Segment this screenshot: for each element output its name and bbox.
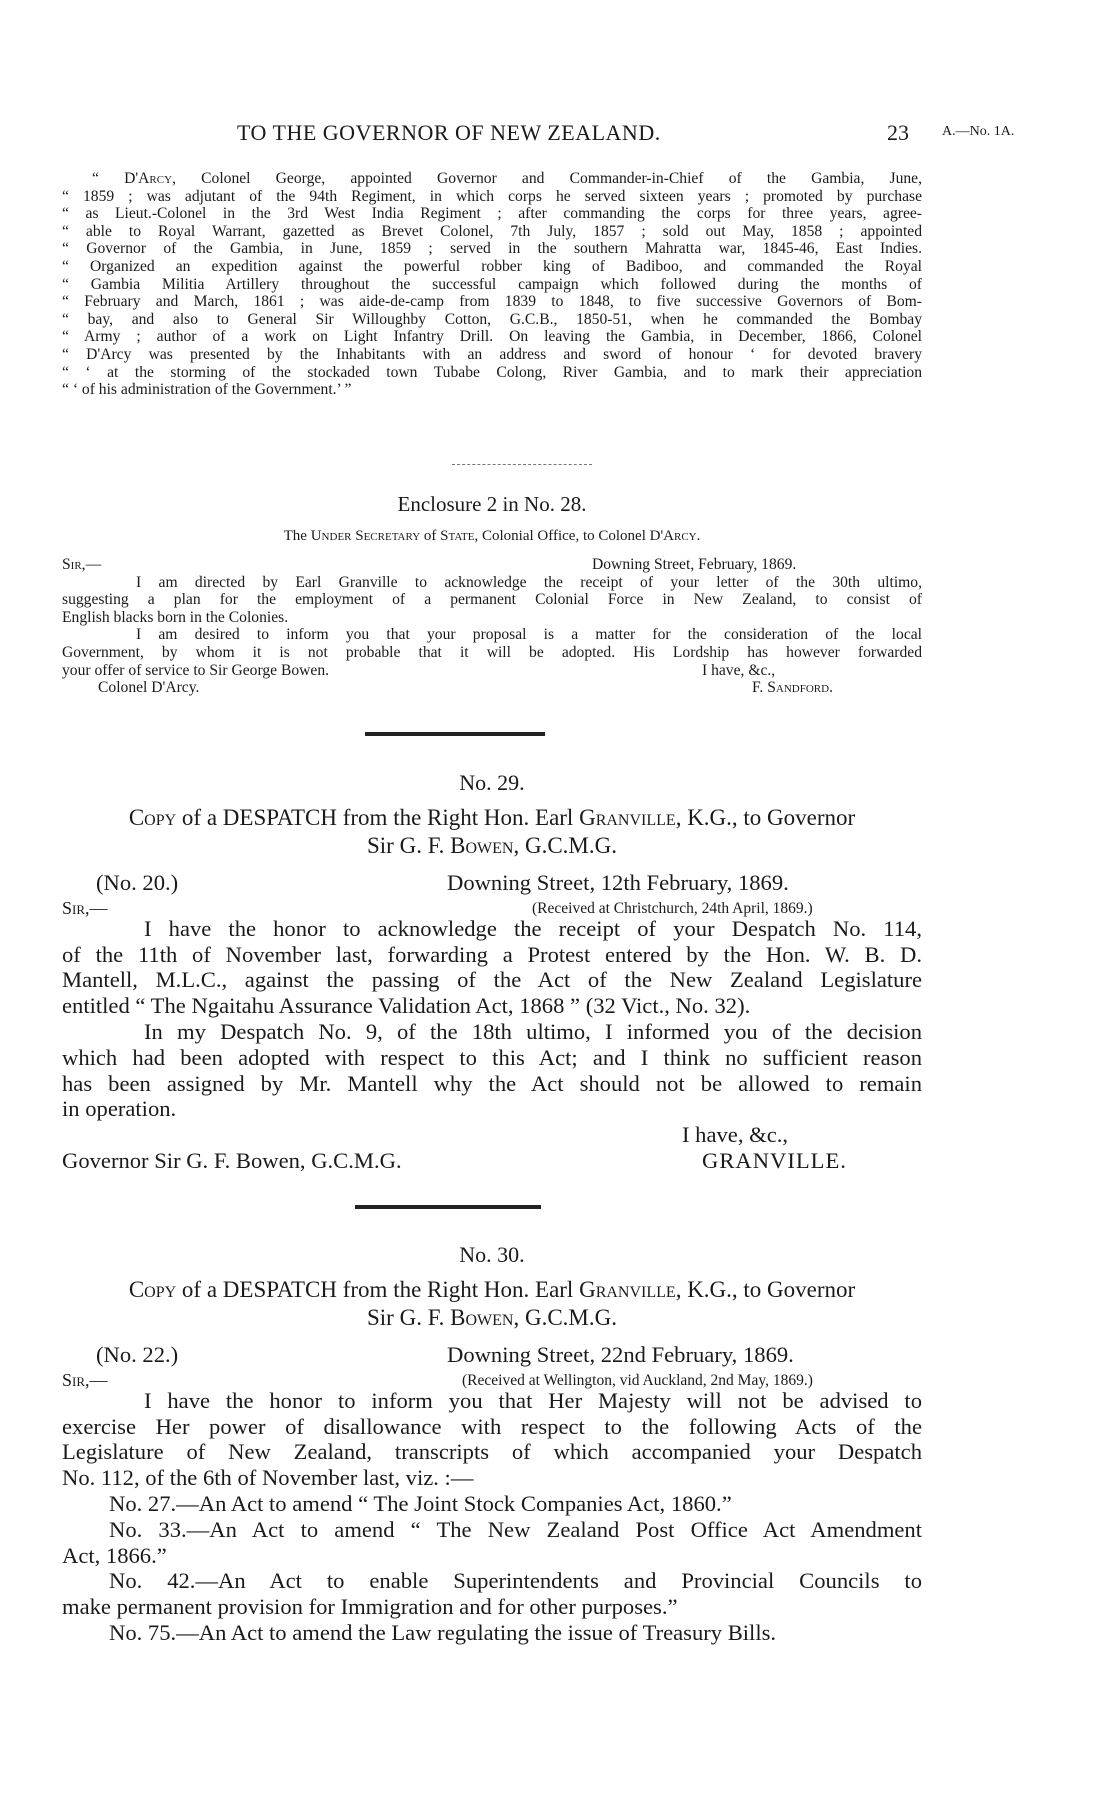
quote-line: “ D'Arcy, Colonel George, appointed Governor and Commander-in-Chief of the Gambia, June, [92,170,923,187]
document-reference: A.—No. 1A. [942,124,1015,139]
biography-quote [62,170,922,399]
act-item: No. 33.—An Act to amend “ The New Zealand Post Office Act Amendment [109,1516,922,1542]
quote-line: “ Organized an expedition against the powerful robber king of Badiboo, and commanded the Royal [62,257,922,275]
act-item: No. 75.—An Act to amend the Law regulating the issue of Treasury Bills. [109,1619,777,1645]
page-title: TO THE GOVERNOR OF NEW ZEALAND. [237,120,661,145]
enclosure-title: Enclosure 2 in No. 28. [397,492,587,516]
addressee: Governor Sir G. F. Bowen, G.C.M.G. [62,1147,402,1173]
despatch-title: Copy of a DESPATCH from the Right Hon. Earl Granville, K.G., to Governor Sir G. F. Bowen, G.C.M.G. [128,1277,856,1330]
page-number: 23 [887,120,909,145]
closing: I have, &c., [682,1122,789,1148]
addressee: Colonel D'Arcy. [98,679,200,697]
letter-line: No. 112, of the 6th of November last, viz. :— [62,1465,474,1491]
letter-line: I have the honor to acknowledge the receipt of your Despatch No. 114, [144,915,922,941]
enclosure-letter [62,556,922,697]
despatch-body [62,1342,922,1646]
quote-line: “ ‘ of his administration of the Government.’ ” [62,381,352,399]
letter-line: in operation. [62,1096,177,1122]
act-item: No. 42.—An Act to enable Superintendents and Provincial Councils to [109,1568,922,1594]
letter-line: entitled “ The Ngaitahu Assurance Validation Act, 1868 ” (32 Vict., No. 32). [62,993,751,1019]
quote-line: “ ‘ at the storming of the stockaded town Tubabe Colong, River Gambia, and to mark their appreciation [62,363,922,381]
letter-line: English blacks born in the Colonies. [62,608,289,626]
salutation: Sir,— [62,1369,108,1390]
act-item: make permanent provision for Immigration and for other purposes.” [62,1594,678,1620]
section-divider [365,732,545,736]
letter-line: exercise Her power of disallowance with respect to the following Acts of the [62,1413,922,1439]
quote-line: “ 1859 ; was adjutant of the 94th Regiment, in which corps he served sixteen years ; promoted by purchase [62,187,922,205]
quote-line: “ D'Arcy was presented by the Inhabitants with an address and sword of honour ‘ for devoted bravery [62,345,922,363]
quote-line: “ February and March, 1861 ; was aide-de-camp from 1839 to 1848, to five successive Governors of Bom- [62,293,922,311]
place-date: Downing Street, February, 1869. [592,556,797,573]
running-header [62,120,1052,150]
letter-line: Mantell, M.L.C., against the passing of the Act of the New Zealand Legislature [62,967,922,993]
closing: I have, &c., [702,661,776,679]
quote-line: “ able to Royal Warrant, gazetted as Brevet Colonel, 7th July, 1857 ; sold out May, 1858 ; appointed [62,222,922,240]
act-item: Act, 1866.” [62,1542,167,1568]
letter-line: suggesting a plan for the employment of a permanent Colonial Force in New Zealand, to consist of [62,591,922,609]
letter-line: of the 11th of November last, forwarding a Protest entered by the Hon. W. B. D. [62,941,922,967]
despatch-ref-number: (No. 22.) [96,1342,179,1367]
quote-line: “ as Lieut.-Colonel in the 3rd West India Regiment ; after commanding the corps for three years, agree- [62,205,922,223]
letter-line: which had been adopted with respect to this Act; and I think no sufficient reason [62,1044,922,1070]
despatch-ref-number: (No. 20.) [96,870,179,895]
letter-line: Government, by whom it is not probable that it will be adopted. His Lordship has however forwarded [62,643,922,661]
enclosure-subtitle: The Under Secretary of State, Colonial Office, to Colonel D'Arcy. [283,528,701,544]
salutation: Sir,— [62,897,108,918]
received-note: (Received at Wellington, vid Auckland, 2nd May, 1869.) [462,1371,813,1389]
quote-line: “ bay, and also to General Sir Willoughby Cotton, G.C.B., 1850-51, when he commanded the Bombay [62,310,922,328]
signature: GRANVILLE. [702,1147,847,1173]
place-date: Downing Street, 12th February, 1869. [447,870,789,895]
despatch-number: No. 29. [459,770,525,795]
letter-line: I am directed by Earl Granville to acknowledge the receipt of your letter of the 30th ultimo, [136,573,922,591]
section-divider [355,1205,541,1209]
letter-line: has been assigned by Mr. Mantell why the Act should not be allowed to remain [62,1070,922,1096]
letter-line: Legislature of New Zealand, transcripts of which accompanied your Despatch [62,1439,922,1465]
section-divider [452,464,592,465]
letter-line: I have the honor to inform you that Her Majesty will not be advised to [144,1387,922,1413]
despatch-title: Copy of a DESPATCH from the Right Hon. Earl Granville, K.G., to Governor Sir G. F. Bowen, G.C.M.G. [128,805,856,858]
signature: F. Sandford. [752,679,833,697]
act-item: No. 27.—An Act to amend “ The Joint Stock Companies Act, 1860.” [109,1490,732,1516]
quote-line: “ Gambia Militia Artillery throughout the successful campaign which followed during the months of [62,275,922,293]
quote-line: “ Army ; author of a work on Light Infantry Drill. On leaving the Gambia, in December, 1866, Colonel [62,328,922,346]
letter-line: In my Despatch No. 9, of the 18th ultimo, I informed you of the decision [144,1018,922,1044]
despatch-number: No. 30. [459,1242,525,1267]
place-date: Downing Street, 22nd February, 1869. [447,1342,794,1367]
quote-line: “ Governor of the Gambia, in June, 1859 ; served in the southern Mahratta war, 1845-46, East Indies. [62,240,922,258]
letter-line: your offer of service to Sir George Bowen. [62,661,330,679]
received-note: (Received at Christchurch, 24th April, 1869.) [532,899,813,917]
letter-line: I am desired to inform you that your proposal is a matter for the consideration of the local [136,626,922,644]
salutation: Sir,— [62,556,102,573]
despatch-body [62,870,922,1174]
